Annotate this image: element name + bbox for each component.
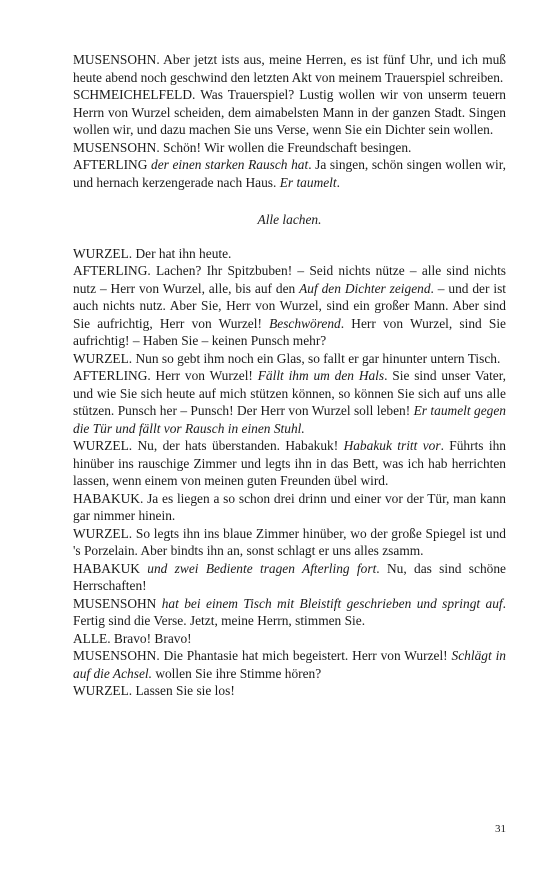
stage-direction: Schlägt in auf die Achsel.	[73, 648, 506, 681]
dialogue-paragraph	[73, 367, 506, 437]
text-segment: ALLE. Bravo! Bravo!	[73, 630, 192, 646]
dialogue-paragraph	[73, 525, 506, 560]
text-segment: .	[336, 174, 340, 190]
stage-direction: Beschwörend	[269, 315, 341, 331]
text-segment: . Sie sind unser Vater, und wie Sie sich heute auf mich stützen können, so können Sie sich auf uns alle stützen. Punsch her – Punsch! Der Herr von Wurzel soll leben!	[73, 368, 507, 418]
dialogue-paragraph	[73, 560, 506, 595]
text-segment: . Herr von Wurzel, sind Sie aufrichtig! – Haben Sie – keinen Punsch mehr?	[73, 315, 506, 348]
dialogue-paragraph	[73, 86, 506, 139]
text-segment: . – und der ist auch nichts nutz. Aber Sie, Herr von Wurzel, sind ein großer Mann. Aber sind Sie aufrichtig, Herr von Wurzel!	[73, 280, 506, 331]
stage-direction: Habakuk tritt vor	[343, 438, 441, 453]
dialogue-paragraph	[73, 490, 506, 525]
text-segment: . Ja singen, schön singen wollen wir, und hernach kerzengerade nach Haus.	[73, 157, 506, 190]
text-segment: WURZEL. So legts ihn ins blaue Zimmer hinüber, wo der große Spiegel ist und 's Porzelain. Aber bindts ihn an, sonst schlagt er uns alles zsamm.	[73, 525, 506, 558]
page-number: 31	[495, 823, 506, 835]
stage-direction: Auf den Dichter zeigend	[299, 280, 431, 296]
dialogue-paragraph	[73, 139, 506, 157]
text-segment: AFTERLING. Herr von Wurzel!	[73, 368, 258, 383]
dialogue-paragraph	[73, 350, 506, 368]
stage-direction-line	[73, 211, 506, 229]
stage-direction: Er taumelt gegen die Tür und fällt vor Rausch in einen Stuhl.	[73, 403, 506, 436]
dialogue-paragraph	[73, 630, 506, 648]
text-segment: HABAKUK	[73, 560, 148, 576]
dialogue-paragraph	[73, 262, 506, 350]
text-segment: MUSENSOHN. Schön! Wir wollen die Freundschaft besingen.	[73, 139, 412, 155]
text-segment: HABAKUK. Ja es liegen a so schon drei drinn und einer vor der Tür, man kann gar nimmer hinein.	[73, 490, 506, 523]
text-segment: WURZEL. Nun so gebt ihm noch ein Glas, so fallt er gar hinunter untern Tisch.	[73, 350, 501, 366]
text-segment: MUSENSOHN	[73, 595, 162, 611]
stage-direction: der einen starken Rausch hat	[151, 157, 309, 172]
stage-direction: Er taumelt	[279, 174, 337, 190]
dialogue-paragraph	[73, 682, 506, 700]
text-segment: . Fertig sind die Verse. Jetzt, meine Herrn, stimmen Sie.	[73, 595, 506, 628]
dialogue-paragraph	[73, 156, 506, 191]
text-segment: WURZEL. Nu, der hats überstanden. Habakuk!	[73, 438, 344, 453]
text-segment: . Führts ihn hinüber ins rauschige Zimmer und legts ihn in das Bett, was ich hab herrichten lassen, wenn einem von meinen guten Freunden übel wird.	[73, 438, 506, 488]
text-segment: MUSENSOHN. Aber jetzt ists aus, meine Herren, es ist fünf Uhr, und ich muß heute abend noch geschwind den letzten Akt von meinem Trauerspiel schreiben.	[73, 52, 506, 85]
stage-direction: Fällt ihm um den Hals	[257, 368, 385, 383]
text-segment: . Nu, das sind schöne Herrschaften!	[73, 560, 506, 593]
stage-direction: Alle lachen.	[257, 212, 322, 227]
text-segment: AFTERLING. Lachen? Ihr Spitzbuben! – Seid nichts nütze – alle sind nichts nutz – Herr von Wurzel, alle, bis auf den	[73, 263, 506, 296]
dialogue-paragraph	[73, 245, 506, 263]
text-segment: AFTERLING	[73, 157, 151, 172]
text-segment: SCHMEICHELFELD. Was Trauerspiel? Lustig wollen wir von unserm teuern Herrn von Wurzel scheiden, dem aimabelsten Mann in der ganzen Stadt. Singen wollen wir, und dazu machen Sie uns Verse, wenn Sie ein Dichter sein wollen.	[73, 87, 506, 137]
dialogue-paragraph	[73, 437, 506, 490]
stage-direction: hat bei einem Tisch mit Bleistift geschrieben und springt auf	[161, 595, 503, 611]
dialogue-paragraph	[73, 51, 506, 86]
text-segment: MUSENSOHN. Die Phantasie hat mich begeistert. Herr von Wurzel!	[73, 648, 452, 663]
dialogue-paragraph	[73, 647, 506, 682]
text-segment: WURZEL. Der hat ihn heute.	[73, 245, 232, 261]
dialogue-paragraph	[73, 595, 506, 630]
text-segment: WURZEL. Lassen Sie sie los!	[73, 683, 235, 698]
play-text	[73, 51, 506, 700]
stage-direction: und zwei Bediente tragen Afterling fort	[147, 560, 377, 576]
text-segment: wollen Sie ihre Stimme hören?	[151, 665, 322, 681]
